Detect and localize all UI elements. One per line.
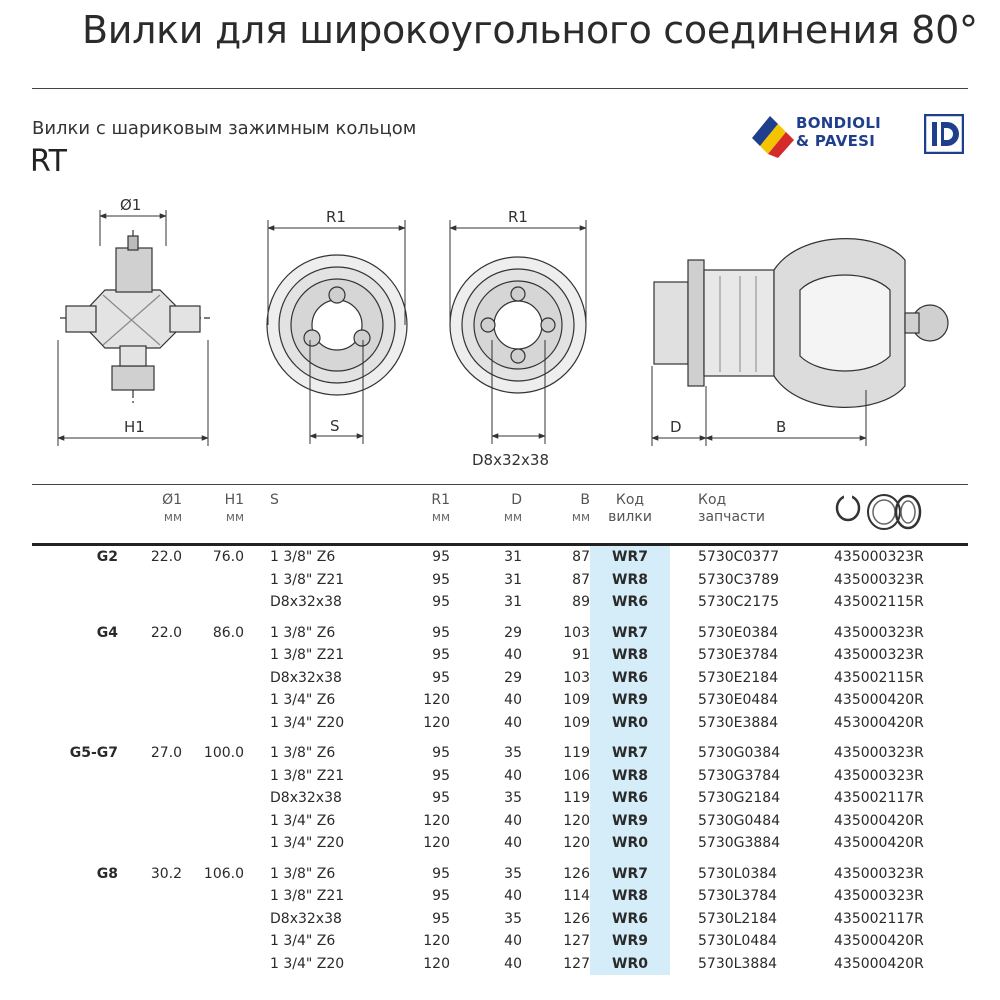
b-cell: 89 bbox=[572, 594, 590, 610]
spline-cell: 1 3/8" Z6 bbox=[270, 624, 336, 641]
spec-table bbox=[32, 488, 968, 975]
brand-mark-icon bbox=[924, 114, 964, 154]
yoke-code-cell: WR8 bbox=[590, 569, 670, 592]
brand-logo bbox=[748, 108, 968, 160]
phi-cell bbox=[118, 953, 182, 976]
ball-ring-kit-icon bbox=[834, 492, 924, 532]
part-code-cell: 5730L0384 bbox=[698, 865, 778, 882]
part-code-cell: 5730E3784 bbox=[698, 647, 779, 663]
dim-s: S bbox=[330, 417, 340, 435]
phi-cell bbox=[118, 569, 182, 592]
b-cell: 103 bbox=[563, 669, 590, 686]
yoke-code-cell: WR9 bbox=[590, 930, 670, 953]
d-cell: 40 bbox=[504, 835, 522, 851]
table-row bbox=[32, 545, 968, 569]
yoke-code-cell: WR7 bbox=[590, 863, 670, 886]
group-cell: G5-G7 bbox=[69, 745, 118, 761]
table-row bbox=[32, 832, 968, 855]
table-row bbox=[32, 953, 968, 976]
d-cell: 31 bbox=[504, 549, 522, 565]
spline-cell: 1 3/4" Z20 bbox=[270, 714, 345, 731]
ring-kit-cell: 435000323R bbox=[834, 745, 924, 761]
h-cell bbox=[182, 787, 244, 810]
phi-cell bbox=[118, 810, 182, 833]
spline-cell: D8x32x38 bbox=[270, 910, 342, 927]
table-top-divider bbox=[32, 484, 968, 485]
d-cell: 40 bbox=[504, 692, 522, 708]
phi-cell bbox=[118, 644, 182, 667]
d-cell: 29 bbox=[504, 669, 522, 686]
series-name: RT bbox=[30, 144, 67, 179]
phi-cell bbox=[118, 765, 182, 788]
phi-cell bbox=[118, 832, 182, 855]
d-cell: 35 bbox=[504, 790, 522, 806]
table-row bbox=[32, 885, 968, 908]
h-cell bbox=[182, 667, 244, 690]
r-cell: 120 bbox=[423, 835, 450, 851]
phi-cell bbox=[118, 667, 182, 690]
technical-drawings bbox=[0, 190, 1000, 480]
dim-h1: H1 bbox=[124, 418, 145, 436]
part-code-cell: 5730E0484 bbox=[698, 692, 779, 708]
b-cell: 87 bbox=[572, 571, 590, 588]
dim-r1-a: R1 bbox=[326, 208, 346, 226]
spline-cell: D8x32x38 bbox=[270, 669, 342, 686]
part-code-cell: 5730G0384 bbox=[698, 745, 781, 761]
table-row bbox=[32, 689, 968, 712]
b-cell: 119 bbox=[563, 790, 590, 806]
part-code-cell: 5730E3884 bbox=[698, 714, 779, 731]
group-cell bbox=[32, 667, 118, 690]
table-row bbox=[32, 863, 968, 886]
ring-kit-cell: 435000420R bbox=[834, 933, 924, 949]
ring-kit-cell: 435000323R bbox=[834, 549, 924, 565]
ring-kit-cell: 435000323R bbox=[834, 624, 924, 641]
b-cell: 91 bbox=[572, 647, 590, 663]
page-subtitle: Вилки с шариковым зажимным кольцом bbox=[32, 118, 417, 139]
b-cell: 87 bbox=[572, 549, 590, 565]
yoke-side-drawing bbox=[654, 239, 948, 408]
d-cell: 40 bbox=[504, 714, 522, 731]
r-cell: 120 bbox=[423, 692, 450, 708]
b-cell: 119 bbox=[563, 745, 590, 761]
spline-cell: 1 3/8" Z6 bbox=[270, 745, 336, 761]
dim-r1-b: R1 bbox=[508, 208, 528, 226]
r-cell: 120 bbox=[423, 955, 450, 972]
part-code-cell: 5730L2184 bbox=[698, 910, 778, 927]
table-row bbox=[32, 742, 968, 765]
ring-kit-cell: 435000323R bbox=[834, 571, 924, 588]
group-cell: G8 bbox=[96, 865, 118, 882]
ring-kit-cell: 435000323R bbox=[834, 865, 924, 882]
phi-cell bbox=[118, 591, 182, 614]
table-row bbox=[32, 591, 968, 614]
ring-kit-cell: 435002115R bbox=[834, 669, 924, 686]
h-cell bbox=[182, 953, 244, 976]
r-cell: 120 bbox=[423, 714, 450, 731]
b-cell: 127 bbox=[563, 933, 590, 949]
phi-cell bbox=[118, 712, 182, 735]
group-cell bbox=[32, 832, 118, 855]
d-cell: 35 bbox=[504, 910, 522, 927]
r-cell: 95 bbox=[432, 594, 450, 610]
d-cell: 40 bbox=[504, 767, 522, 784]
spline-cell: D8x32x38 bbox=[270, 594, 342, 610]
spline-cell: D8x32x38 bbox=[270, 790, 342, 806]
r-cell: 95 bbox=[432, 549, 450, 565]
col-ring-kit bbox=[830, 488, 968, 545]
table-row bbox=[32, 667, 968, 690]
h-cell: 100.0 bbox=[203, 745, 244, 761]
group-cell bbox=[32, 810, 118, 833]
d8-yoke-front-drawing bbox=[450, 257, 586, 393]
b-cell: 106 bbox=[563, 767, 590, 784]
yoke-code-cell: WR8 bbox=[590, 765, 670, 788]
part-code-cell: 5730C0377 bbox=[698, 549, 780, 565]
r-cell: 95 bbox=[432, 647, 450, 663]
part-code-cell: 5730G3784 bbox=[698, 767, 781, 784]
phi-cell bbox=[118, 885, 182, 908]
spline-cell: 1 3/4" Z6 bbox=[270, 692, 336, 708]
h-cell bbox=[182, 569, 244, 592]
r-cell: 95 bbox=[432, 767, 450, 784]
h-cell: 106.0 bbox=[203, 865, 244, 882]
col-yoke-code: Код вилки bbox=[590, 488, 670, 545]
phi-cell: 30.2 bbox=[150, 865, 182, 882]
part-code-cell: 5730G3884 bbox=[698, 835, 781, 851]
b-cell: 120 bbox=[563, 812, 590, 829]
d-cell: 40 bbox=[504, 812, 522, 829]
r-cell: 95 bbox=[432, 888, 450, 904]
h-cell bbox=[182, 591, 244, 614]
spline-cell: 1 3/4" Z6 bbox=[270, 812, 336, 829]
brand-emblem-icon bbox=[748, 108, 798, 160]
phi-cell: 22.0 bbox=[150, 549, 182, 565]
ring-kit-cell: 435000420R bbox=[834, 812, 924, 829]
yoke-code-cell: WR9 bbox=[590, 810, 670, 833]
group-spacer bbox=[32, 614, 968, 622]
dim-phi1: Ø1 bbox=[120, 196, 142, 214]
h-cell: 76.0 bbox=[212, 549, 244, 565]
d-cell: 35 bbox=[504, 865, 522, 882]
spline-cell: 1 3/8" Z6 bbox=[270, 549, 336, 565]
part-code-cell: 5730G0484 bbox=[698, 812, 781, 829]
table-row bbox=[32, 569, 968, 592]
table-row bbox=[32, 787, 968, 810]
yoke-code-cell: WR6 bbox=[590, 908, 670, 931]
yoke-code-cell: WR6 bbox=[590, 591, 670, 614]
table-row bbox=[32, 765, 968, 788]
cross-journal-drawing bbox=[60, 230, 210, 405]
title-divider bbox=[32, 88, 968, 89]
yoke-code-cell: WR8 bbox=[590, 885, 670, 908]
col-phi: Ø1 мм bbox=[162, 492, 182, 524]
group-cell bbox=[32, 591, 118, 614]
d-cell: 40 bbox=[504, 888, 522, 904]
yoke-code-cell: WR0 bbox=[590, 953, 670, 976]
r-cell: 95 bbox=[432, 910, 450, 927]
spline-cell: 1 3/8" Z21 bbox=[270, 888, 345, 904]
d-cell: 31 bbox=[504, 594, 522, 610]
ring-kit-cell: 435002117R bbox=[834, 790, 924, 806]
ring-kit-cell: 435002117R bbox=[834, 910, 924, 927]
part-code-cell: 5730L3884 bbox=[698, 955, 778, 972]
h-cell bbox=[182, 712, 244, 735]
h-cell bbox=[182, 885, 244, 908]
spline-cell: 1 3/8" Z21 bbox=[270, 767, 345, 784]
phi-cell bbox=[118, 930, 182, 953]
dim-d: D bbox=[670, 418, 682, 436]
r-cell: 95 bbox=[432, 669, 450, 686]
part-code-cell: 5730E2184 bbox=[698, 669, 779, 686]
part-code-cell: 5730C3789 bbox=[698, 571, 780, 588]
d-cell: 40 bbox=[504, 955, 522, 972]
ring-kit-cell: 435000323R bbox=[834, 888, 924, 904]
yoke-code-cell: WR9 bbox=[590, 689, 670, 712]
group-spacer bbox=[32, 855, 968, 863]
yoke-code-cell: WR8 bbox=[590, 644, 670, 667]
table-row bbox=[32, 810, 968, 833]
table-row bbox=[32, 622, 968, 645]
group-cell bbox=[32, 787, 118, 810]
b-cell: 126 bbox=[563, 910, 590, 927]
b-cell: 109 bbox=[563, 692, 590, 708]
ring-kit-cell: 453000420R bbox=[834, 714, 924, 731]
part-code-cell: 5730L0484 bbox=[698, 933, 778, 949]
yoke-code-cell: WR7 bbox=[590, 622, 670, 645]
page-title: Вилки для широкоугольного соединения 80° bbox=[82, 8, 978, 52]
col-part-code: Код запчасти bbox=[698, 492, 765, 525]
b-cell: 109 bbox=[563, 714, 590, 731]
phi-cell bbox=[118, 689, 182, 712]
yoke-code-cell: WR6 bbox=[590, 667, 670, 690]
group-cell bbox=[32, 885, 118, 908]
h-cell bbox=[182, 644, 244, 667]
h-cell: 86.0 bbox=[212, 624, 244, 641]
group-cell bbox=[32, 953, 118, 976]
b-cell: 103 bbox=[563, 624, 590, 641]
table-row bbox=[32, 930, 968, 953]
d-cell: 29 bbox=[504, 624, 522, 641]
ring-kit-cell: 435000420R bbox=[834, 692, 924, 708]
h-cell bbox=[182, 810, 244, 833]
h-cell bbox=[182, 689, 244, 712]
phi-cell: 27.0 bbox=[150, 745, 182, 761]
phi-cell: 22.0 bbox=[150, 624, 182, 641]
phi-cell bbox=[118, 787, 182, 810]
table-row bbox=[32, 712, 968, 735]
part-code-cell: 5730G2184 bbox=[698, 790, 781, 806]
col-d: D мм bbox=[503, 492, 522, 524]
r-cell: 120 bbox=[423, 812, 450, 829]
b-cell: 120 bbox=[563, 835, 590, 851]
dim-d8: D8x32x38 bbox=[472, 451, 550, 469]
group-cell bbox=[32, 908, 118, 931]
group-cell: G2 bbox=[96, 549, 118, 565]
yoke-code-cell: WR7 bbox=[590, 545, 670, 569]
r-cell: 95 bbox=[432, 865, 450, 882]
spline-cell: 1 3/8" Z21 bbox=[270, 571, 345, 588]
h-cell bbox=[182, 832, 244, 855]
ring-kit-cell: 435000420R bbox=[834, 835, 924, 851]
d-cell: 40 bbox=[504, 647, 522, 663]
col-s: S bbox=[270, 492, 279, 508]
phi-cell bbox=[118, 908, 182, 931]
dim-b: B bbox=[776, 418, 787, 436]
h-cell bbox=[182, 908, 244, 931]
group-cell bbox=[32, 689, 118, 712]
d-cell: 35 bbox=[504, 745, 522, 761]
group-cell: G4 bbox=[96, 624, 118, 641]
r-cell: 95 bbox=[432, 745, 450, 761]
b-cell: 126 bbox=[563, 865, 590, 882]
part-code-cell: 5730E0384 bbox=[698, 624, 779, 641]
col-h: H1 мм bbox=[224, 492, 244, 524]
spline-cell: 1 3/4" Z20 bbox=[270, 955, 345, 972]
part-code-cell: 5730L3784 bbox=[698, 888, 778, 904]
r-cell: 95 bbox=[432, 624, 450, 641]
spline-cell: 1 3/8" Z21 bbox=[270, 647, 345, 663]
table-row bbox=[32, 908, 968, 931]
b-cell: 114 bbox=[563, 888, 590, 904]
spline-cell: 1 3/8" Z6 bbox=[270, 865, 336, 882]
brand-name: BONDIOLI & PAVESI bbox=[796, 114, 882, 150]
r-cell: 120 bbox=[423, 933, 450, 949]
d-cell: 31 bbox=[504, 571, 522, 588]
h-cell bbox=[182, 930, 244, 953]
spline-cell: 1 3/4" Z6 bbox=[270, 933, 336, 949]
yoke-code-cell: WR6 bbox=[590, 787, 670, 810]
table-row bbox=[32, 644, 968, 667]
group-spacer bbox=[32, 734, 968, 742]
r-cell: 95 bbox=[432, 790, 450, 806]
group-cell bbox=[32, 569, 118, 592]
b-cell: 127 bbox=[563, 955, 590, 972]
group-cell bbox=[32, 712, 118, 735]
spline-yoke-front-drawing bbox=[267, 255, 407, 395]
yoke-code-cell: WR7 bbox=[590, 742, 670, 765]
spline-cell: 1 3/4" Z20 bbox=[270, 835, 345, 851]
col-b: B мм bbox=[571, 492, 590, 524]
d-cell: 40 bbox=[504, 933, 522, 949]
group-cell bbox=[32, 765, 118, 788]
r-cell: 95 bbox=[432, 571, 450, 588]
part-code-cell: 5730C2175 bbox=[698, 594, 780, 610]
group-cell bbox=[32, 930, 118, 953]
col-r: R1 мм bbox=[431, 492, 450, 524]
h-cell bbox=[182, 765, 244, 788]
table-header-row bbox=[32, 488, 968, 545]
ring-kit-cell: 435000323R bbox=[834, 767, 924, 784]
group-cell bbox=[32, 644, 118, 667]
yoke-code-cell: WR0 bbox=[590, 832, 670, 855]
yoke-code-cell: WR0 bbox=[590, 712, 670, 735]
ring-kit-cell: 435000420R bbox=[834, 955, 924, 972]
ring-kit-cell: 435000323R bbox=[834, 647, 924, 663]
ring-kit-cell: 435002115R bbox=[834, 594, 924, 610]
